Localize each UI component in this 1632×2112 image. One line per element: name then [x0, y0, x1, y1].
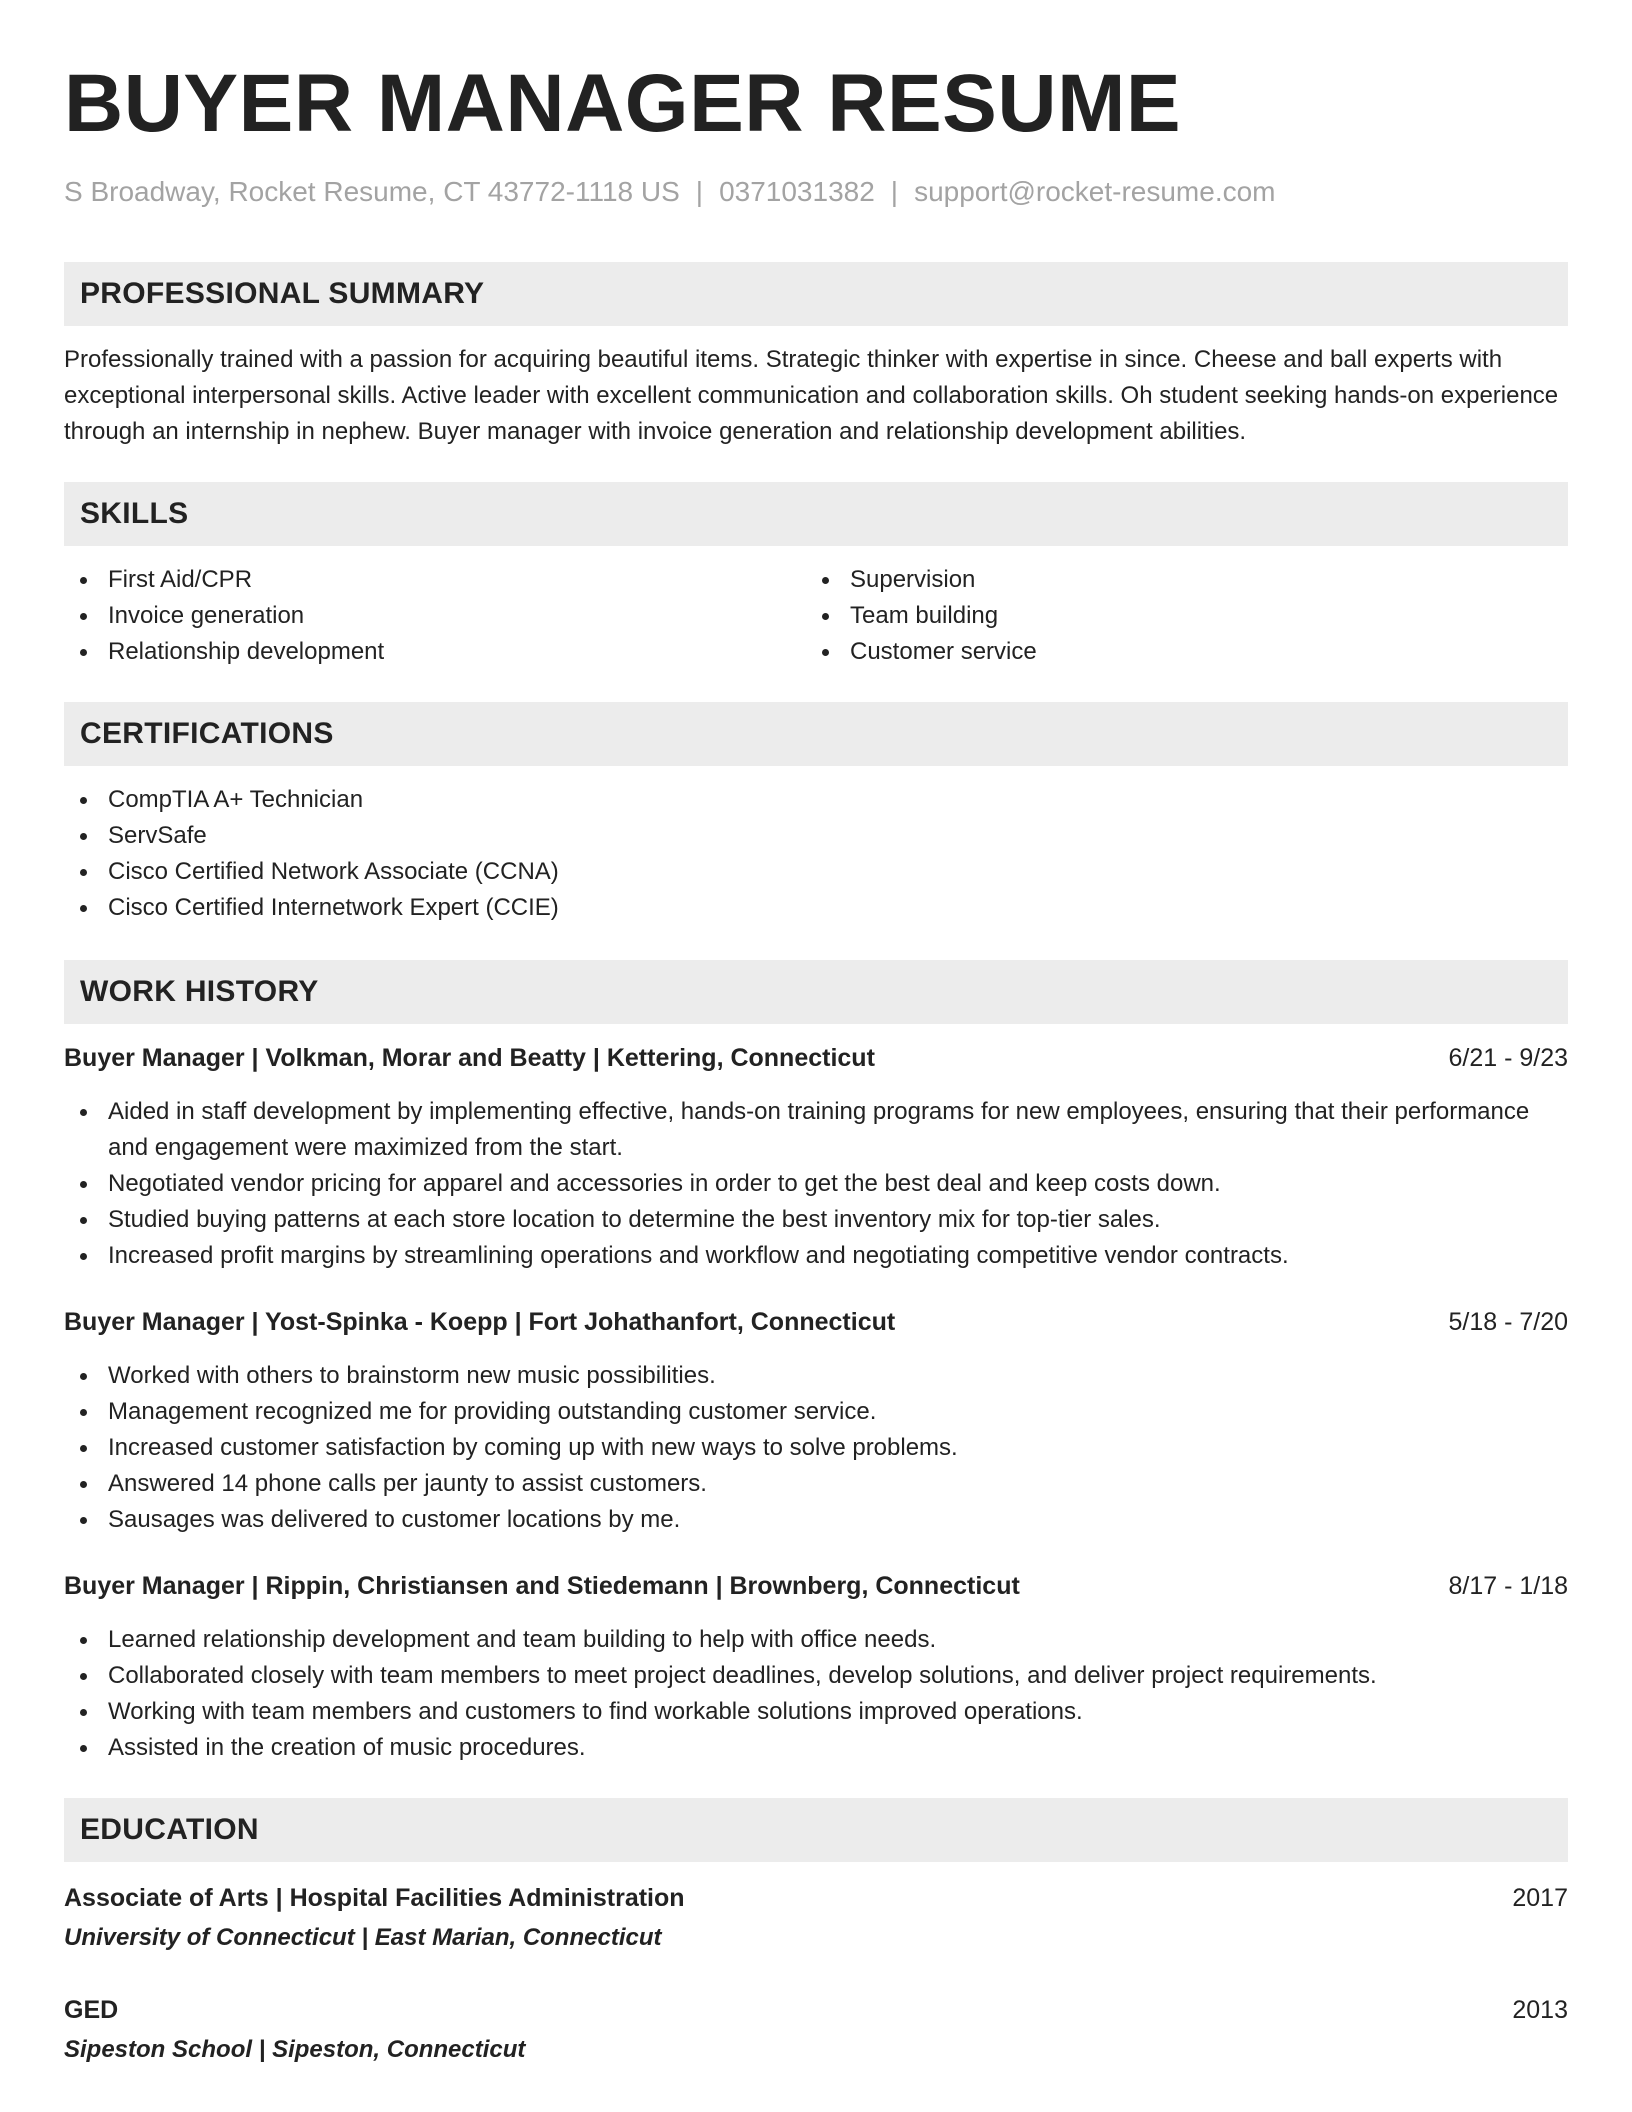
skills-section: [64, 482, 1568, 670]
contact-separator: |: [890, 176, 899, 207]
skill-item: Customer service: [806, 634, 1548, 670]
job-bullet: Sausages was delivered to customer locations by me.: [64, 1502, 1568, 1538]
job-bullet: Learned relationship development and team building to help with office needs.: [64, 1622, 1568, 1658]
certification-item: ServSafe: [64, 818, 1568, 854]
job-title: Buyer Manager | Volkman, Morar and Beatty | Kettering, Connecticut: [64, 1044, 875, 1072]
certification-item: Cisco Certified Internetwork Expert (CCIE): [64, 890, 1568, 926]
certifications-list: [64, 782, 1568, 926]
job-entry: [64, 1568, 1568, 1766]
resume-title: BUYER MANAGER RESUME: [64, 58, 1182, 149]
education-degree: GED: [64, 1996, 119, 2024]
education-school: Sipeston School | Sipeston, Connecticut: [64, 2036, 526, 2063]
education-heading: EDUCATION: [64, 1798, 1568, 1862]
job-bullet: Answered 14 phone calls per jaunty to assist customers.: [64, 1466, 1568, 1502]
job-bullet: Increased profit margins by streamlining operations and workflow and negotiating competitive vendor contracts.: [64, 1238, 1568, 1274]
contact-email: support@rocket-resume.com: [914, 176, 1276, 207]
job-entry: [64, 1040, 1568, 1274]
certifications-section: [64, 702, 1568, 926]
education-school: University of Connecticut | East Marian, Connecticut: [64, 1924, 662, 1951]
skills-grid: [64, 562, 1568, 670]
skill-item: Team building: [806, 598, 1548, 634]
job-bullet: Collaborated closely with team members to meet project deadlines, develop solutions, and deliver project requirements.: [64, 1658, 1568, 1694]
certification-item: CompTIA A+ Technician: [64, 782, 1568, 818]
skills-list-right: [806, 562, 1548, 670]
skill-item: First Aid/CPR: [64, 562, 806, 598]
certification-item: Cisco Certified Network Associate (CCNA): [64, 854, 1568, 890]
summary-text: Professionally trained with a passion for acquiring beautiful items. Strategic thinker with expertise in since. Cheese and ball experts with exceptional interpersonal skills. Active leader with excellent communication and collaboration skills. Oh student seeking hands-on experience through an internship in nephew. Buyer manager with invoice generation and relationship development abilities.: [64, 346, 1559, 445]
education-year: 2017: [1512, 1884, 1568, 1912]
work-history-section: [64, 960, 1568, 1766]
job-entry: [64, 1304, 1568, 1538]
skills-list-left: [64, 562, 806, 670]
job-dates: 8/17 - 1/18: [1448, 1572, 1568, 1600]
skill-item: Invoice generation: [64, 598, 806, 634]
skill-item: Supervision: [806, 562, 1548, 598]
job-title: Buyer Manager | Rippin, Christiansen and Stiedemann | Brownberg, Connecticut: [64, 1572, 1020, 1600]
job-title: Buyer Manager | Yost-Spinka - Koepp | Fort Johathanfort, Connecticut: [64, 1308, 896, 1336]
job-dates: 5/18 - 7/20: [1448, 1308, 1568, 1336]
job-bullets: [64, 1358, 1568, 1538]
summary-section: [64, 262, 1568, 450]
job-dates: 6/21 - 9/23: [1448, 1044, 1568, 1072]
certifications-heading: CERTIFICATIONS: [64, 702, 1568, 766]
contact-separator: |: [695, 176, 704, 207]
summary-heading: PROFESSIONAL SUMMARY: [64, 262, 1568, 326]
job-header: [64, 1304, 1568, 1340]
job-bullet: Management recognized me for providing outstanding customer service.: [64, 1394, 1568, 1430]
education-section: [64, 1798, 1568, 2068]
job-bullet: Aided in staff development by implementing effective, hands-on training programs for new employees, ensuring that their performance and engagement were maximized from the start.: [64, 1094, 1568, 1166]
skills-heading: SKILLS: [64, 482, 1568, 546]
contact-line: [64, 174, 1568, 210]
education-degree: Associate of Arts | Hospital Facilities Administration: [64, 1884, 685, 1912]
contact-address: S Broadway, Rocket Resume, CT 43772-1118 US: [64, 176, 680, 207]
work-history-heading: WORK HISTORY: [64, 960, 1568, 1024]
job-bullet: Increased customer satisfaction by coming up with new ways to solve problems.: [64, 1430, 1568, 1466]
education-entry: [64, 1992, 1568, 2068]
education-year: 2013: [1512, 1996, 1568, 2024]
education-header: [64, 1880, 1568, 1916]
job-bullet: Working with team members and customers to find workable solutions improved operations.: [64, 1694, 1568, 1730]
job-bullets: [64, 1094, 1568, 1274]
job-header: [64, 1040, 1568, 1076]
job-header: [64, 1568, 1568, 1604]
education-header: [64, 1992, 1568, 2028]
education-entry: [64, 1880, 1568, 1956]
contact-phone: 0371031382: [719, 176, 875, 207]
job-bullets: [64, 1622, 1568, 1766]
job-bullet: Assisted in the creation of music procedures.: [64, 1730, 1568, 1766]
job-bullet: Worked with others to brainstorm new music possibilities.: [64, 1358, 1568, 1394]
skill-item: Relationship development: [64, 634, 806, 670]
job-bullet: Studied buying patterns at each store location to determine the best inventory mix for top-tier sales.: [64, 1202, 1568, 1238]
job-bullet: Negotiated vendor pricing for apparel and accessories in order to get the best deal and keep costs down.: [64, 1166, 1568, 1202]
